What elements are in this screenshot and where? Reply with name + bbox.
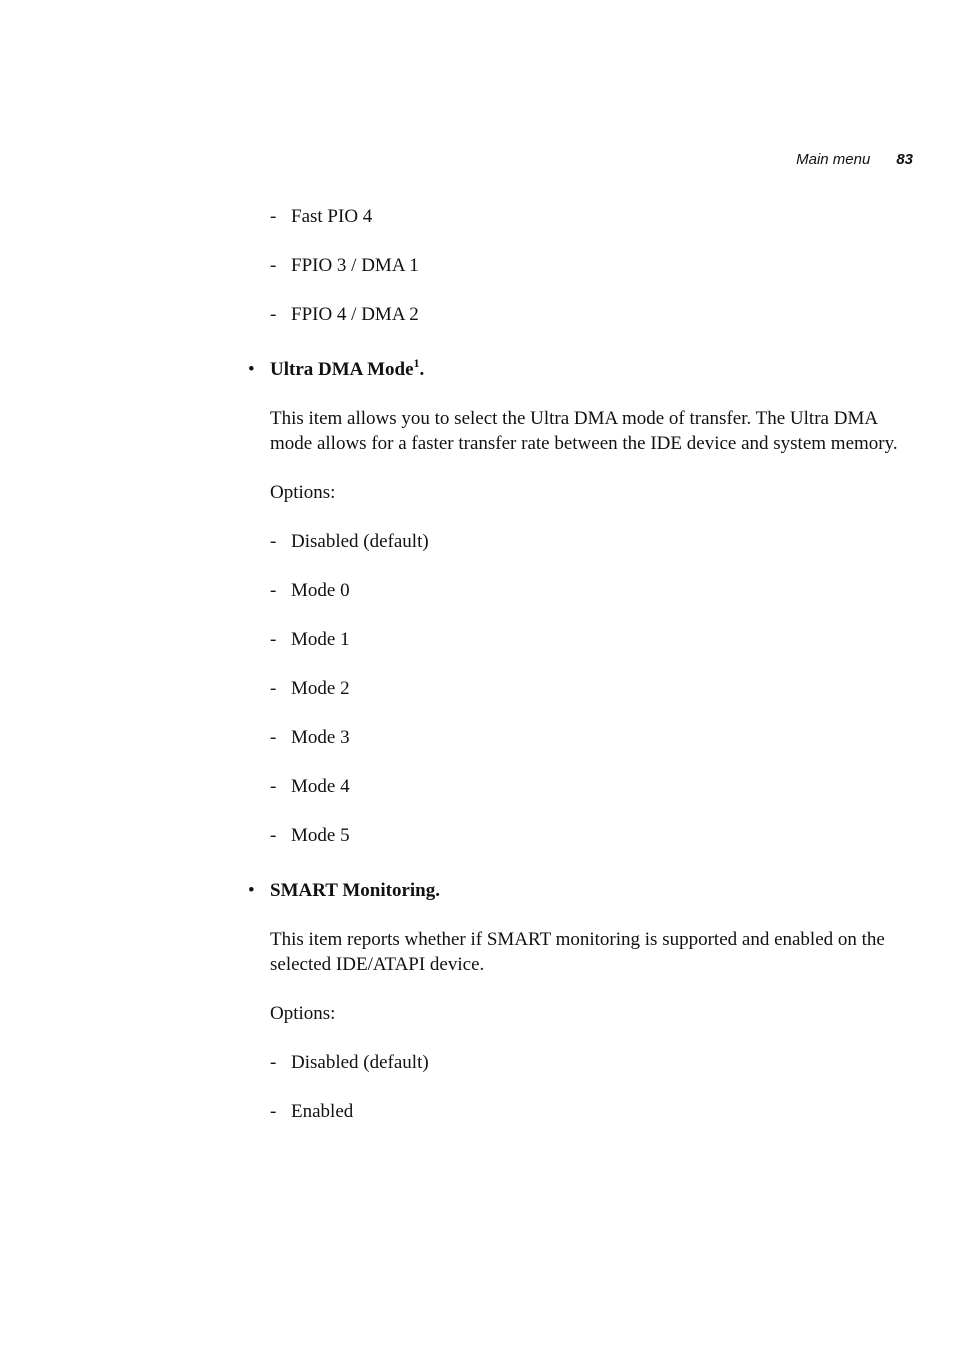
option-label: Disabled (default) <box>291 531 429 552</box>
dash-marker: - <box>270 206 277 227</box>
ultra-dma-description: This item allows you to select the Ultra DMA mode of transfer. The Ultra DMA mode allows for a faster transfer rate between the IDE device and system memory. <box>270 408 898 454</box>
ultra-dma-heading <box>248 351 915 382</box>
ultra-dma-title: Ultra DMA Mode <box>270 359 414 380</box>
list-item <box>270 204 915 229</box>
list-item <box>270 1050 915 1075</box>
running-head-section: Main menu <box>796 151 871 168</box>
dash-marker: - <box>270 776 277 797</box>
page-number: 83 <box>896 151 913 168</box>
option-label: Mode 1 <box>291 629 350 650</box>
dash-marker: - <box>270 580 277 601</box>
dash-marker: - <box>270 678 277 699</box>
option-label: Disabled (default) <box>291 1052 429 1073</box>
list-item <box>270 302 915 327</box>
bullet-marker: • <box>248 880 255 901</box>
footnote-marker: 1 <box>413 355 420 370</box>
option-label: Mode 2 <box>291 678 350 699</box>
list-item <box>270 578 915 603</box>
list-item <box>270 253 915 278</box>
ultra-dma-options-label: Options: <box>270 482 336 503</box>
dash-marker: - <box>270 1101 277 1122</box>
option-label: Mode 3 <box>291 727 350 748</box>
list-item <box>270 529 915 554</box>
page-content <box>248 204 915 1148</box>
dash-marker: - <box>270 629 277 650</box>
smart-title: SMART Monitoring. <box>270 880 440 901</box>
list-item <box>270 823 915 848</box>
list-item <box>270 1099 915 1124</box>
option-label: Mode 5 <box>291 825 350 846</box>
dash-marker: - <box>270 1052 277 1073</box>
list-item <box>270 774 915 799</box>
option-label: FPIO 4 / DMA 2 <box>291 304 419 325</box>
dash-marker: - <box>270 255 277 276</box>
dash-marker: - <box>270 531 277 552</box>
ultra-dma-title-end: . <box>419 359 425 380</box>
list-item <box>270 627 915 652</box>
dash-marker: - <box>270 825 277 846</box>
option-label: FPIO 3 / DMA 1 <box>291 255 419 276</box>
smart-description: This item reports whether if SMART monitoring is supported and enabled on the selected IDE/ATAPI device. <box>270 929 885 975</box>
dash-marker: - <box>270 304 277 325</box>
list-item <box>270 676 915 701</box>
page-header <box>796 150 913 170</box>
option-label: Fast PIO 4 <box>291 206 373 227</box>
smart-options-label: Options: <box>270 1003 336 1024</box>
dash-marker: - <box>270 727 277 748</box>
option-label: Mode 4 <box>291 776 350 797</box>
option-label: Mode 0 <box>291 580 350 601</box>
list-item <box>270 725 915 750</box>
smart-heading <box>248 872 915 903</box>
bullet-marker: • <box>248 359 255 380</box>
option-label: Enabled <box>291 1101 354 1122</box>
